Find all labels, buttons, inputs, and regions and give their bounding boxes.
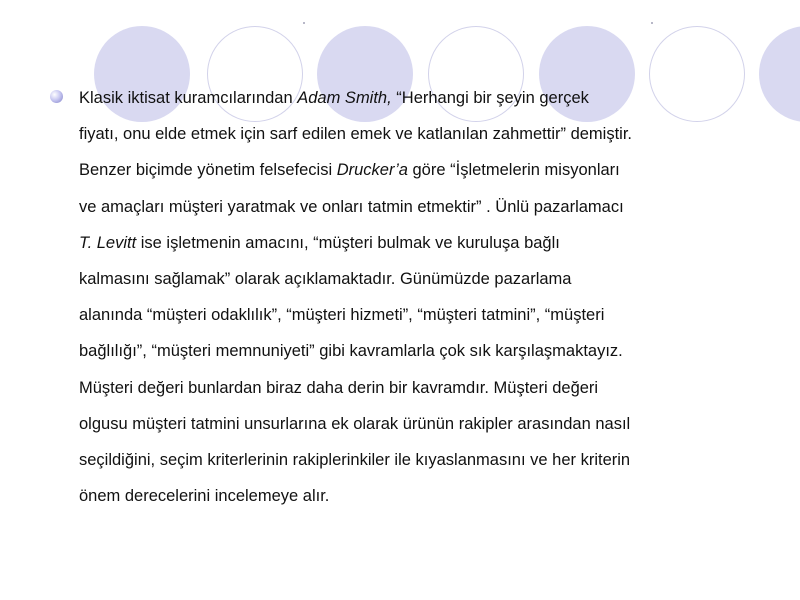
text-segment: ise işletmenin amacını, “müşteri bulmak ve kuruluşa bağlı bbox=[136, 233, 560, 252]
italic-name: Drucker’a bbox=[336, 161, 408, 180]
text-line bbox=[79, 261, 769, 297]
text-line bbox=[79, 116, 769, 152]
text-segment: kalmasını sağlamak” olarak açıklamaktadır. Günümüzde pazarlama bbox=[79, 270, 572, 289]
text-line bbox=[79, 297, 769, 333]
text-segment: Benzer biçimde yönetim felsefecisi bbox=[79, 161, 337, 180]
text-segment: alanında “müşteri odaklılık”, “müşteri hizmeti”, “müşteri tatmini”, “müşteri bbox=[79, 306, 605, 325]
text-line bbox=[79, 189, 769, 225]
text-line bbox=[79, 406, 769, 442]
text-segment: ve amaçları müşteri yaratmak ve onları tatmin etmektir” . Ünlü pazarlamacı bbox=[79, 197, 624, 216]
text-segment: bağlılığı”, “müşteri memnuniyeti” gibi kavramlarla çok sık karşılaşmaktayız. bbox=[79, 342, 623, 361]
text-line bbox=[79, 152, 769, 188]
italic-name: Adam Smith, bbox=[297, 89, 392, 107]
text-line bbox=[79, 442, 769, 478]
text-segment: olgusu müşteri tatmini unsurlarına ek olarak ürünün rakipler arasından nasıl bbox=[79, 414, 631, 433]
text-segment: “Herhangi bir şeyin gerçek bbox=[391, 89, 589, 107]
text-segment: seçildiğini, seçim kriterlerinin rakiplerinkiler ile kıyaslanmasını ve her kriterin bbox=[79, 451, 631, 470]
text-segment: Klasik iktisat kuramcılarından bbox=[79, 89, 298, 107]
bullet-icon bbox=[50, 90, 63, 103]
text-line bbox=[79, 370, 769, 406]
text-line bbox=[79, 333, 769, 369]
body-paragraph bbox=[79, 80, 769, 514]
text-segment: fiyatı, onu elde etmek için sarf edilen emek ve katlanılan zahmettir” demiştir. bbox=[79, 125, 632, 144]
text-line bbox=[79, 225, 769, 261]
text-line bbox=[79, 80, 769, 116]
text-segment: göre “İşletmelerin misyonları bbox=[407, 161, 620, 180]
text-segment: Müşteri değeri bunlardan biraz daha derin bir kavramdır. Müşteri değeri bbox=[79, 378, 599, 397]
italic-name: T. Levitt bbox=[79, 233, 137, 252]
text-line bbox=[79, 478, 769, 514]
text-segment: önem derecelerini incelemeye alır. bbox=[79, 487, 330, 506]
decorative-dot bbox=[303, 22, 305, 24]
decorative-dot bbox=[651, 22, 653, 24]
